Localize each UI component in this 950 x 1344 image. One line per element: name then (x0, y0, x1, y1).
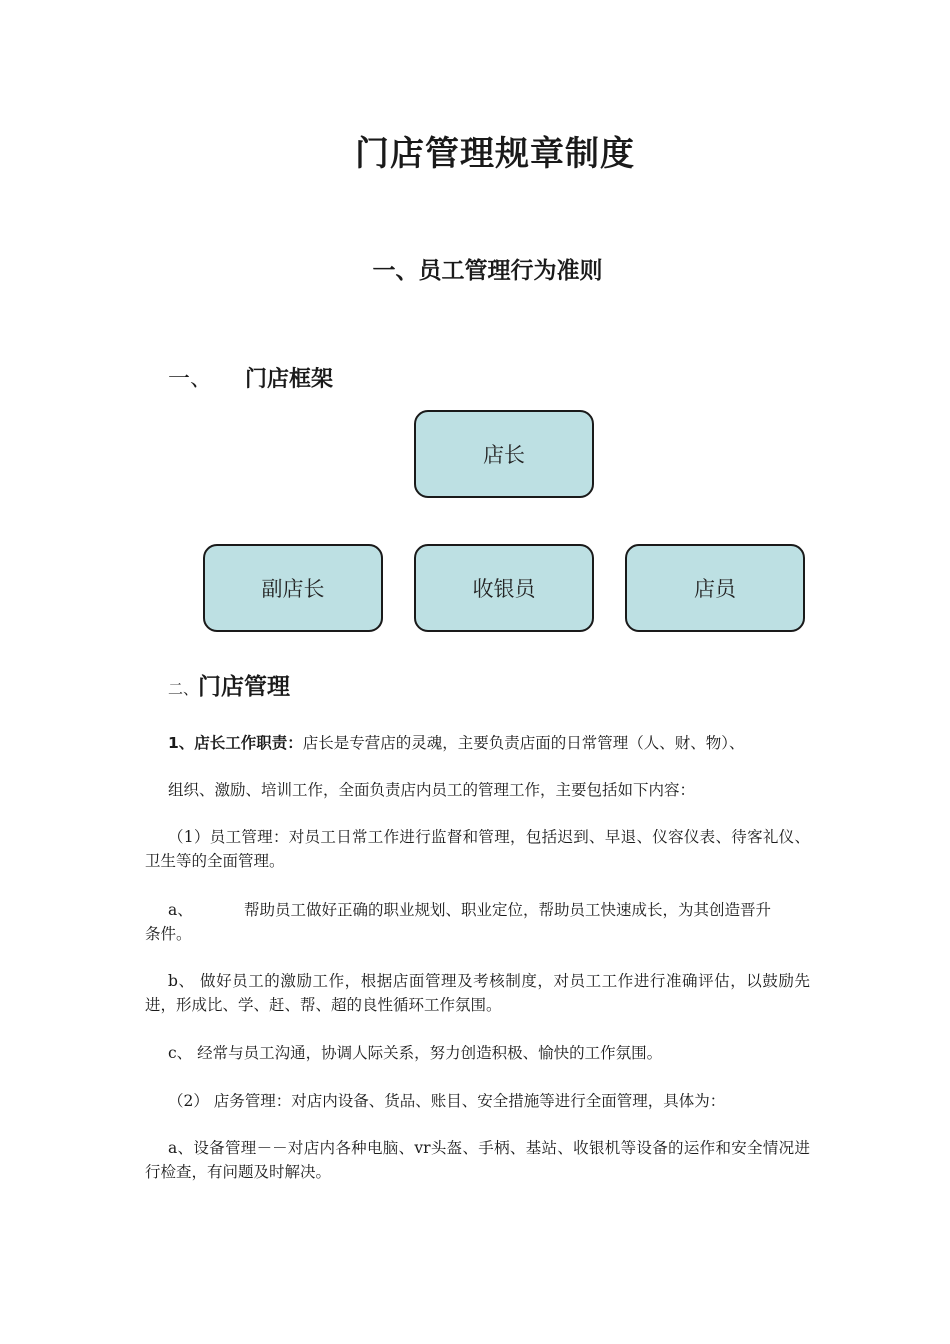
item1-label: 1、店长工作职责： (168, 734, 303, 752)
section2-title: 门店管理 (198, 674, 291, 700)
paragraph-a-marker: a、 (168, 901, 193, 919)
paragraph-c: c、 经常与员工沟通，协调人际关系，努力创造积极、愉快的工作氛围。 (168, 1044, 663, 1062)
document-title: 门店管理规章制度 (355, 134, 635, 174)
section2-heading (168, 668, 290, 701)
item1-line1 (168, 731, 745, 753)
paragraph-a-text: 帮助员工做好正确的职业规划、职业定位，帮助员工快速成长，为其创造晋升 (244, 901, 772, 919)
section2-number: 二、 (168, 680, 199, 698)
org-box-assistant-manager: 副店长 (203, 544, 383, 632)
section1-title: 门店框架 (245, 367, 334, 392)
paragraph-store-affairs: （2） 店务管理：对店内设备、货品、账目、安全措施等进行全面管理，具体为： (168, 1092, 726, 1110)
item1-text: 店长是专营店的灵魂，主要负责店面的日常管理（人、财、物）、 (302, 734, 745, 752)
item1-line2: 组织、激励、培训工作，全面负责店内员工的管理工作，主要包括如下内容： (168, 781, 696, 799)
paragraph-b: b、 做好员工的激励工作，根据店面管理及考核制度，对员工工作进行准确评估，以鼓励先进，形成比、学、赶、帮、超的良性循环工作氛围。 (145, 972, 810, 1014)
paragraph-a-continuation: 条件。 (145, 925, 192, 943)
org-box-cashier: 收银员 (414, 544, 594, 632)
org-box-clerk: 店员 (625, 544, 805, 632)
section1-number: 一、 (168, 367, 213, 392)
org-box-store-manager: 店长 (414, 410, 594, 498)
paragraph-staff-management: （1）员工管理：对员工日常工作进行监督和管理，包括迟到、早退、仪容仪表、待客礼仪、卫生等的全面管理。 (145, 828, 810, 870)
part-title: 一、员工管理行为准则 (372, 258, 603, 284)
paragraph-equipment: a、设备管理－－对店内各种电脑、vr头盔、手柄、基站、收银机等设备的运作和安全情况进行检查，有问题及时解决。 (145, 1139, 810, 1181)
